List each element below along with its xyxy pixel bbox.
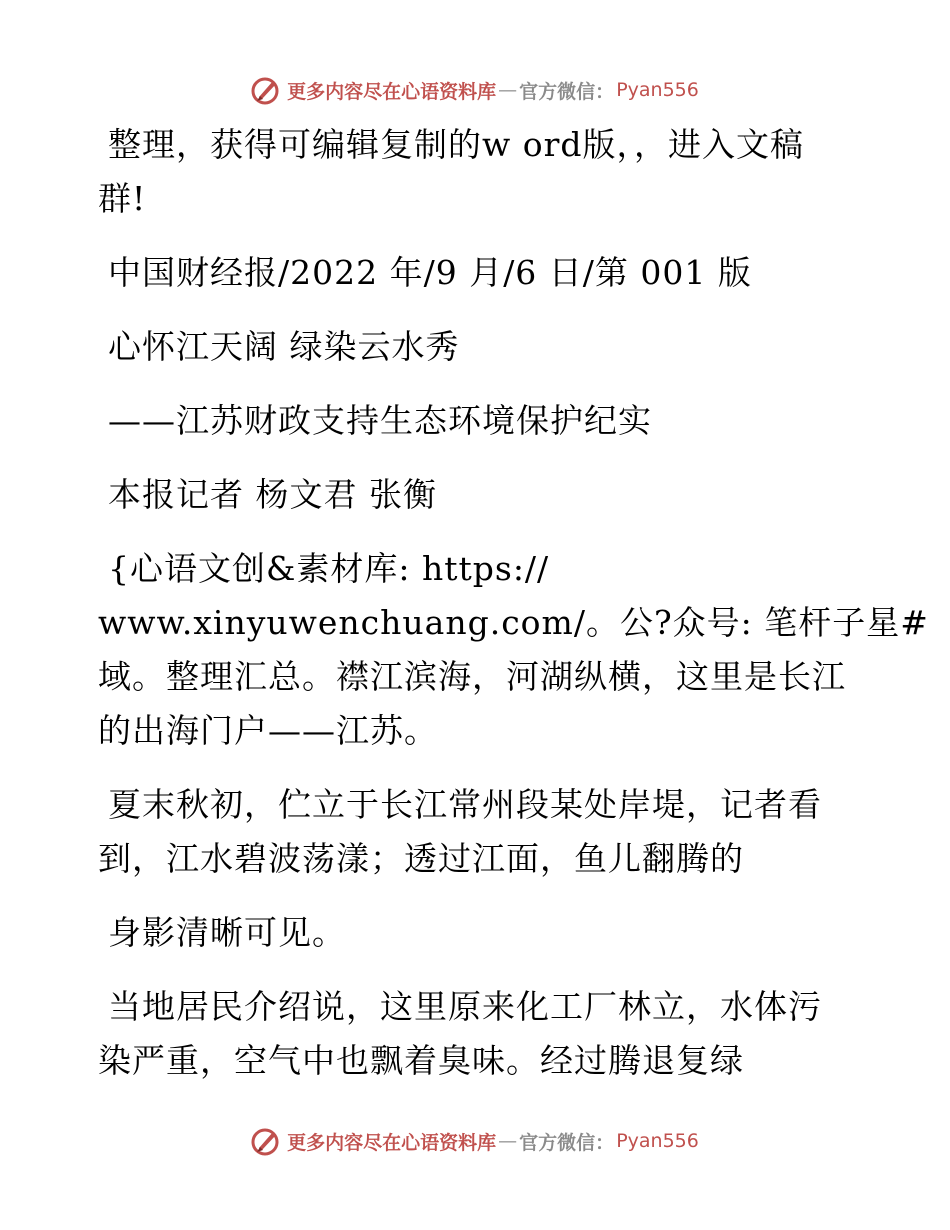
banner-wechat-handle: Pyan556 xyxy=(616,1130,699,1152)
quill-logo-icon xyxy=(251,1126,281,1156)
header-banner xyxy=(0,71,950,109)
banner-brand: 更多内容尽在心语资料库 xyxy=(287,80,497,103)
article-source: 中国财经报/2022 年/9 月/6 日/第 001 版 xyxy=(108,253,752,292)
article-byline: 本报记者 杨文君 张衡 xyxy=(108,475,437,514)
article-headline: 心怀江天阔 绿染云水秀 xyxy=(108,327,460,366)
paragraph-1-line-3: 域。整理汇总。襟江滨海，河湖纵横，这里是长江 xyxy=(98,657,846,696)
banner-brand: 更多内容尽在心语资料库 xyxy=(287,1131,497,1154)
paragraph-2-line-2: 到，江水碧波荡漾；透过江面，鱼儿翻腾的 xyxy=(98,839,744,878)
paragraph-1-line-2: www.xinyuwenchuang.com/。公?众号: 笔杆子星# xyxy=(98,603,929,642)
paragraph-1-line-1: {心语文创&素材库: https:// xyxy=(108,549,550,588)
paragraph-4-line-1: 当地居民介绍说，这里原来化工厂林立，水体污 xyxy=(108,987,822,1026)
paragraph-3-line-1: 身影清晰可见。 xyxy=(108,913,346,952)
paragraph-1-line-4: 的出海门户——江苏。 xyxy=(98,711,438,750)
intro-line-1: 整理，获得可编辑复制的w ord版，，进入文稿 xyxy=(108,125,805,164)
article-subheadline: ——江苏财政支持生态环境保护纪实 xyxy=(108,401,652,440)
footer-banner xyxy=(0,1122,950,1160)
article-body xyxy=(98,118,929,1088)
paragraph-4-line-2: 染严重，空气中也飘着臭味。经过腾退复绿 xyxy=(98,1041,744,1080)
quill-logo-icon xyxy=(251,75,281,105)
intro-line-2: 群! xyxy=(98,179,147,218)
banner-wechat-handle: Pyan556 xyxy=(616,79,699,101)
paragraph-2-line-1: 夏末秋初，伫立于长江常州段某处岸堤，记者看 xyxy=(108,785,822,824)
banner-dash: — xyxy=(498,1130,518,1152)
banner-wechat-label: 官方微信： xyxy=(519,80,615,103)
banner-wechat-label: 官方微信： xyxy=(519,1131,615,1154)
banner-dash: — xyxy=(498,79,518,101)
